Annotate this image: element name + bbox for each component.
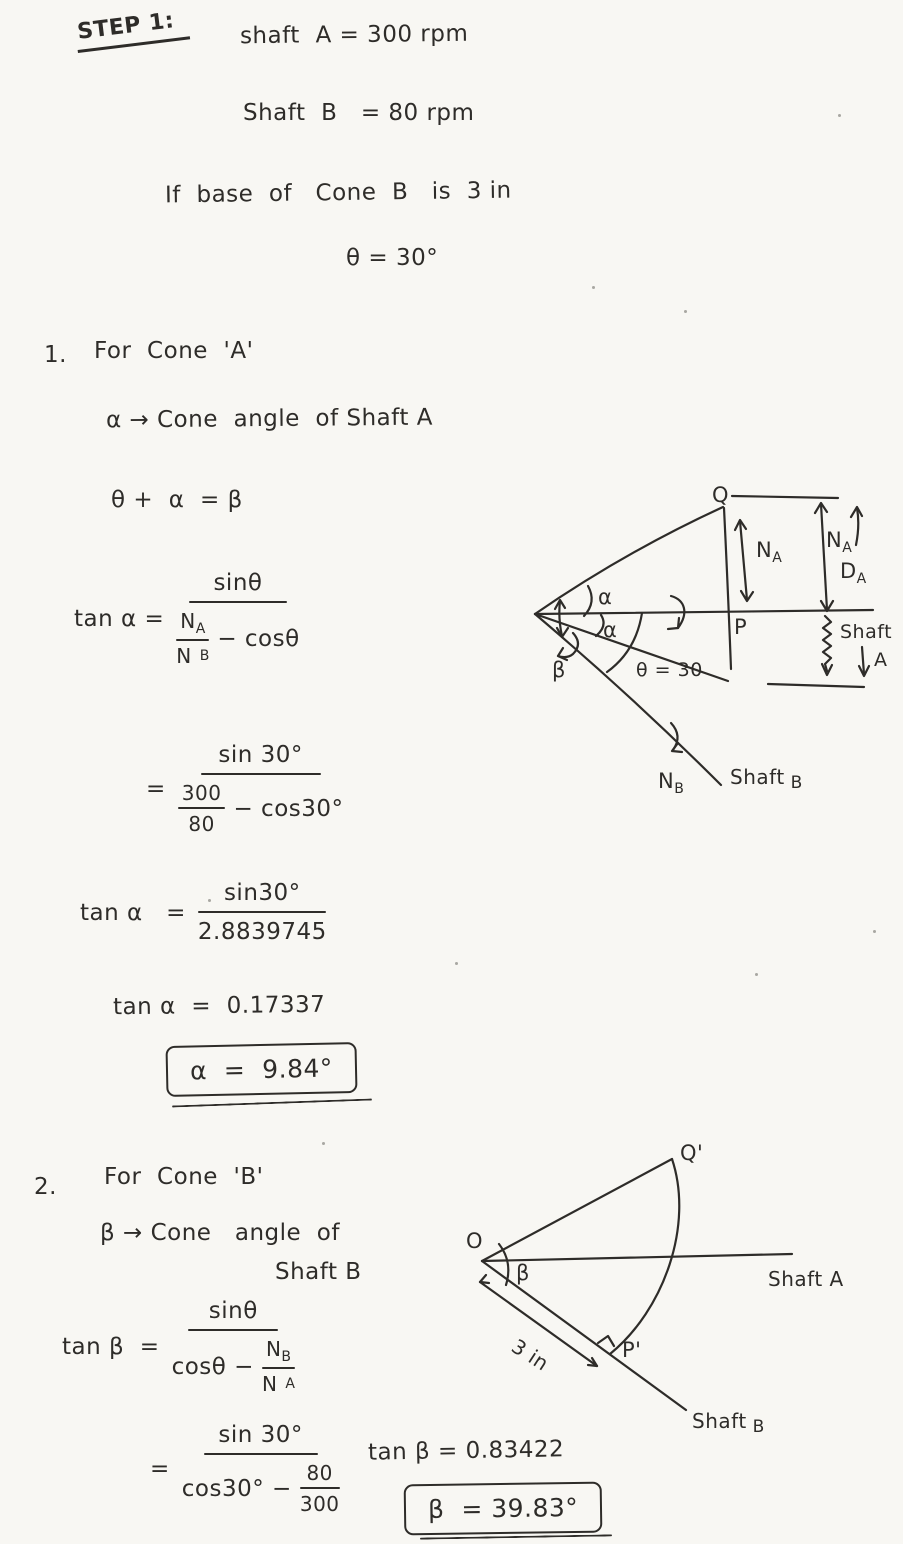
na-up-arrow (856, 508, 858, 545)
label-shaft-b: Shaft $_B$ (730, 765, 803, 793)
label-da: $D_A$ (840, 559, 867, 587)
numerator: sinθ (208, 1298, 258, 1324)
fraction (182, 1422, 340, 1516)
eq-tan-alpha-symbolic (74, 570, 300, 668)
denominator: N A (261, 1372, 295, 1396)
result-alpha-underline (172, 1099, 372, 1108)
denominator (178, 775, 344, 836)
label-nb: $N_B$ (658, 769, 685, 797)
cos-theta-minus: cosθ − (171, 1353, 254, 1380)
fraction (176, 570, 299, 668)
label-shaft-a-letter: A (874, 649, 888, 671)
minus-cos-30: − cos30° (233, 795, 344, 822)
arrowhead (668, 618, 679, 629)
dimension-arrows (735, 503, 869, 676)
alpha-upper-arc (584, 586, 592, 616)
step-label: STEP 1: (74, 6, 190, 53)
denominator (182, 1455, 340, 1516)
eq-tan-alpha-values (146, 742, 344, 836)
denominator: 300 (299, 1492, 340, 1516)
label-o: O (466, 1229, 484, 1253)
numerator: $N_B$ (265, 1337, 292, 1365)
label-q: Q (712, 483, 730, 507)
paper-speck (755, 973, 758, 976)
shaft-a-line (482, 1254, 792, 1261)
denominator (176, 603, 299, 668)
numerator: sin30° (223, 880, 301, 906)
paper-speck (322, 1142, 325, 1145)
numerator: sin 30° (218, 742, 303, 768)
cos-30-minus: cos30° − (181, 1475, 292, 1502)
result-beta-box: β = 39.83° (404, 1482, 603, 1536)
beta-definition-line2: Shaft B (275, 1259, 362, 1285)
label-na-inner: $N_A$ (756, 538, 783, 566)
cone-base-line (724, 508, 731, 669)
label-alpha-upper: α (598, 585, 613, 609)
eq-tan-beta-values (150, 1422, 340, 1516)
result-alpha-box: α = 9.84° (165, 1042, 357, 1097)
shaft-spring-symbol (823, 616, 831, 671)
eq-tan-beta-symbolic (62, 1298, 295, 1396)
minus-cos-theta: − cosθ (217, 625, 300, 652)
label-p-prime: P' (622, 1338, 642, 1362)
eq-lhs: tan α = (74, 606, 165, 632)
ratio-fraction (300, 1461, 340, 1516)
fraction (198, 880, 327, 945)
given-shaft-a: shaft A = 300 rpm (239, 20, 469, 50)
shaft-a-down-arrow (862, 647, 864, 674)
speed-ratio-fraction (176, 609, 209, 668)
fraction (178, 742, 344, 836)
label-beta: β (552, 658, 566, 682)
cone-a-heading: For Cone 'A' (94, 338, 254, 364)
numerator: sin 30° (218, 1422, 303, 1448)
label-q-prime: Q' (680, 1141, 704, 1165)
cone-a-diagram (490, 450, 903, 810)
label-beta: β (516, 1261, 530, 1285)
cone-upper-edge (482, 1159, 672, 1261)
da-dimension-arrow (821, 504, 827, 610)
top-reference-line (732, 496, 838, 498)
label-shaft-a: Shaft A (768, 1267, 844, 1291)
label-theta-30: θ = 30 (636, 659, 703, 681)
result-beta-underline (420, 1534, 612, 1539)
given-base-cone-b: If base of Cone B is 3 in (164, 177, 512, 209)
paper-speck (455, 962, 458, 965)
cone-b-diagram (440, 1128, 875, 1460)
alpha-definition: α → Cone angle of Shaft A (105, 404, 434, 434)
right-angle-mark (598, 1336, 614, 1346)
angle-relation: θ + α = β (111, 487, 243, 513)
item-2-number: 2. (34, 1174, 57, 1200)
paper-speck (873, 930, 876, 933)
cone-b-heading: For Cone 'B' (104, 1164, 264, 1190)
denominator: 2.8839745 (197, 919, 327, 945)
label-p: P (734, 615, 748, 639)
numerator: 80 (306, 1461, 333, 1485)
given-shaft-b: Shaft B = 80 rpm (243, 100, 475, 126)
given-theta: θ = 30° (346, 245, 439, 271)
eq-tan-alpha-simplified (80, 880, 327, 945)
label-na-right: $N_A$ (826, 528, 853, 556)
numerator: sinθ (213, 570, 263, 596)
shaft-b-line (482, 1261, 686, 1410)
denominator: N B (176, 644, 210, 668)
label-shaft-b: Shaft $_B$ (692, 1409, 765, 1437)
speed-ratio-fraction (262, 1337, 295, 1396)
eq-lhs: tan α = (80, 899, 186, 926)
diagram2-labels (466, 1141, 844, 1437)
shaft-b-line (535, 614, 721, 785)
eq-tan-beta-decimal: tan β = 0.83422 (367, 1436, 565, 1466)
na-inner-arrow (740, 521, 747, 600)
label-alpha-lower: α (603, 618, 618, 642)
eq-lhs: tan β = (62, 1334, 160, 1360)
denominator: 80 (188, 812, 215, 836)
label-shaft-a-word: Shaft (840, 621, 893, 643)
cone-upper-edge (535, 507, 723, 614)
eq-lhs: = (146, 776, 166, 802)
paper-speck (592, 286, 595, 289)
denominator (172, 1331, 295, 1396)
eq-lhs: = (150, 1456, 170, 1482)
bottom-reference-line (768, 684, 864, 687)
beta-definition-line1: β → Cone angle of (100, 1220, 340, 1246)
speed-ratio-fraction (178, 781, 226, 836)
paper-speck (684, 310, 687, 313)
fraction (172, 1298, 295, 1396)
diagram1-labels (552, 483, 892, 797)
numerator: $N_A$ (180, 609, 206, 637)
eq-tan-alpha-decimal: tan α = 0.17337 (112, 991, 326, 1021)
numerator: 300 (181, 781, 222, 805)
paper-speck (838, 114, 841, 117)
item-1-number: 1. (44, 342, 67, 368)
label-3in: 3 in (507, 1334, 554, 1376)
arrowhead-upper (480, 1275, 489, 1283)
